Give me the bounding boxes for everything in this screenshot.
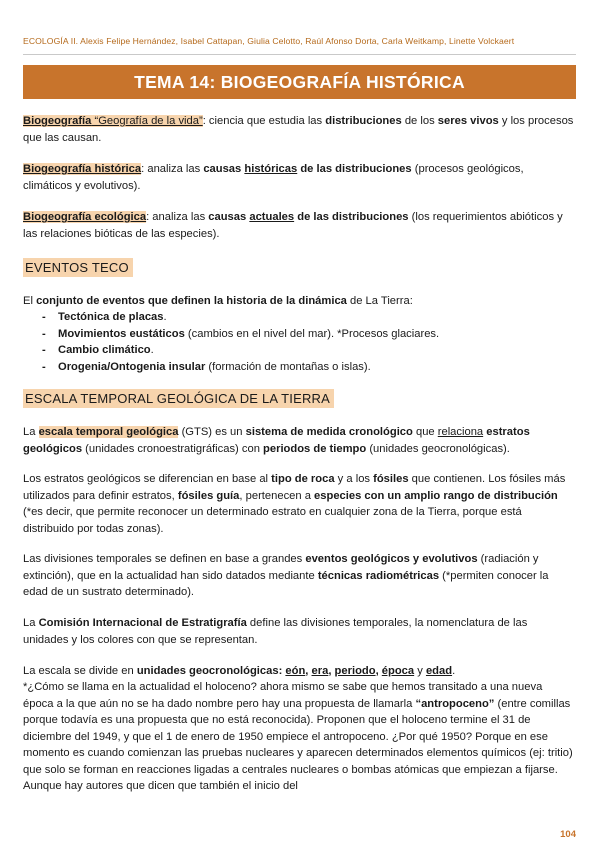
- term-biogeografia-historica: Biogeografía histórica: [23, 163, 142, 175]
- page-number: 104: [560, 829, 576, 840]
- eventos-list: [23, 309, 575, 375]
- section-heading-escala-temporal: ESCALA TEMPORAL GEOLÓGICA DE LA TIERRA: [23, 389, 334, 408]
- paragraph-biogeografia: Biogeografía “Geografía de la vida”: ciencia que estudia las distribuciones de los seres vivos y los procesos que las causan.: [23, 115, 574, 144]
- paragraph-comision: La Comisión Internacional de Estratigrafía define las divisiones temporales, la nomenclatura de las unidades y los colores con que se representan.: [23, 617, 528, 646]
- paragraph-divisiones: Las divisiones temporales se definen en base a grandes eventos geológicos y evolutivos (radiación y extinción), que en la actualidad han sido datados mediante técnicas radiométricas (*permiten conocer la edad de un sustrato determinado).: [23, 553, 549, 598]
- document-header: ECOLOGÍA II. Alexis Felipe Hernández, Isabel Cattapan, Giulia Celotto, Raúl Afonso Dorta, Carla Weitkamp, Linette Volckaert: [23, 36, 515, 46]
- list-item: - Tectónica de placas.: [42, 311, 167, 323]
- paragraph-estratos: Los estratos geológicos se diferencian en base al tipo de roca y a los fósiles que contienen. Los fósiles más utilizados para definir estratos, fósiles guía, pertenecen a especies con un amplio rango de distribución (*es decir, que permite reconocer un determinado estrato en cualquier zona de la Tierra, porque está distribuido por todas zonas).: [23, 473, 566, 535]
- paragraph-escala-temporal: La escala temporal geológica (GTS) es un sistema de medida cronológico que relaciona estratos geológicos (unidades cronoestratigráficas) con periodos de tiempo (unidades geocronológicas).: [23, 426, 530, 455]
- paragraph-biogeografia-ecologica: Biogeografía ecológica: analiza las causas actuales de las distribuciones (los requerimientos abióticos y las relaciones bióticas de las especies).: [23, 211, 563, 240]
- header-divider: [23, 54, 576, 55]
- list-item: - Movimientos eustáticos (cambios en el nivel del mar). *Procesos glaciares.: [42, 327, 440, 340]
- list-item: - Orogenia/Ontogenia insular (formación de montañas o islas).: [42, 360, 371, 373]
- section-heading-eventos-teco: EVENTOS TECO: [23, 258, 133, 277]
- chapter-title: [23, 65, 576, 99]
- term-biogeografia: Biogeografía “Geografía de la vida”: [23, 115, 203, 127]
- term-biogeografia-ecologica: Biogeografía ecológica: [23, 211, 147, 223]
- paragraph-antropoceno: *¿Cómo se llama en la actualidad el holoceno? ahora mismo se sabe que hemos transitado a una nueva época a la que aún no se ha dado nombre pero hay una propuesta de llamarla “antropoceno” (entre comillas porque todavía es una propuesta que no está reconocida). Proponen que el holoceno termine el 31 de diciembre del 1949, y que el 1 de enero de 1950 empiece el antropoceno. ¿Por qué 1950? Porque en ese momento es cuando comienzan las pruebas nucleares y aparecen determinados elementos químicos (ej: tritio) que solo se forman en reacciones ligadas a centrales nucleares o bombas atómicas que empiezan a fijarse. Aunque hay autores que dicen que también el inicio del: [23, 681, 573, 792]
- paragraph-biogeografia-historica: Biogeografía histórica: analiza las causas históricas de las distribuciones (procesos geológicos, climáticos y evolutivos).: [23, 163, 524, 192]
- list-item: - Cambio climático.: [42, 344, 154, 356]
- chapter-title-text: TEMA 14: BIOGEOGRAFÍA HISTÓRICA: [134, 71, 465, 92]
- paragraph-eventos-intro: El conjunto de eventos que definen la historia de la dinámica de La Tierra:: [23, 295, 413, 307]
- paragraph-unidades: La escala se divide en unidades geocronológicas: eón, era, periodo, época y edad.: [23, 665, 456, 677]
